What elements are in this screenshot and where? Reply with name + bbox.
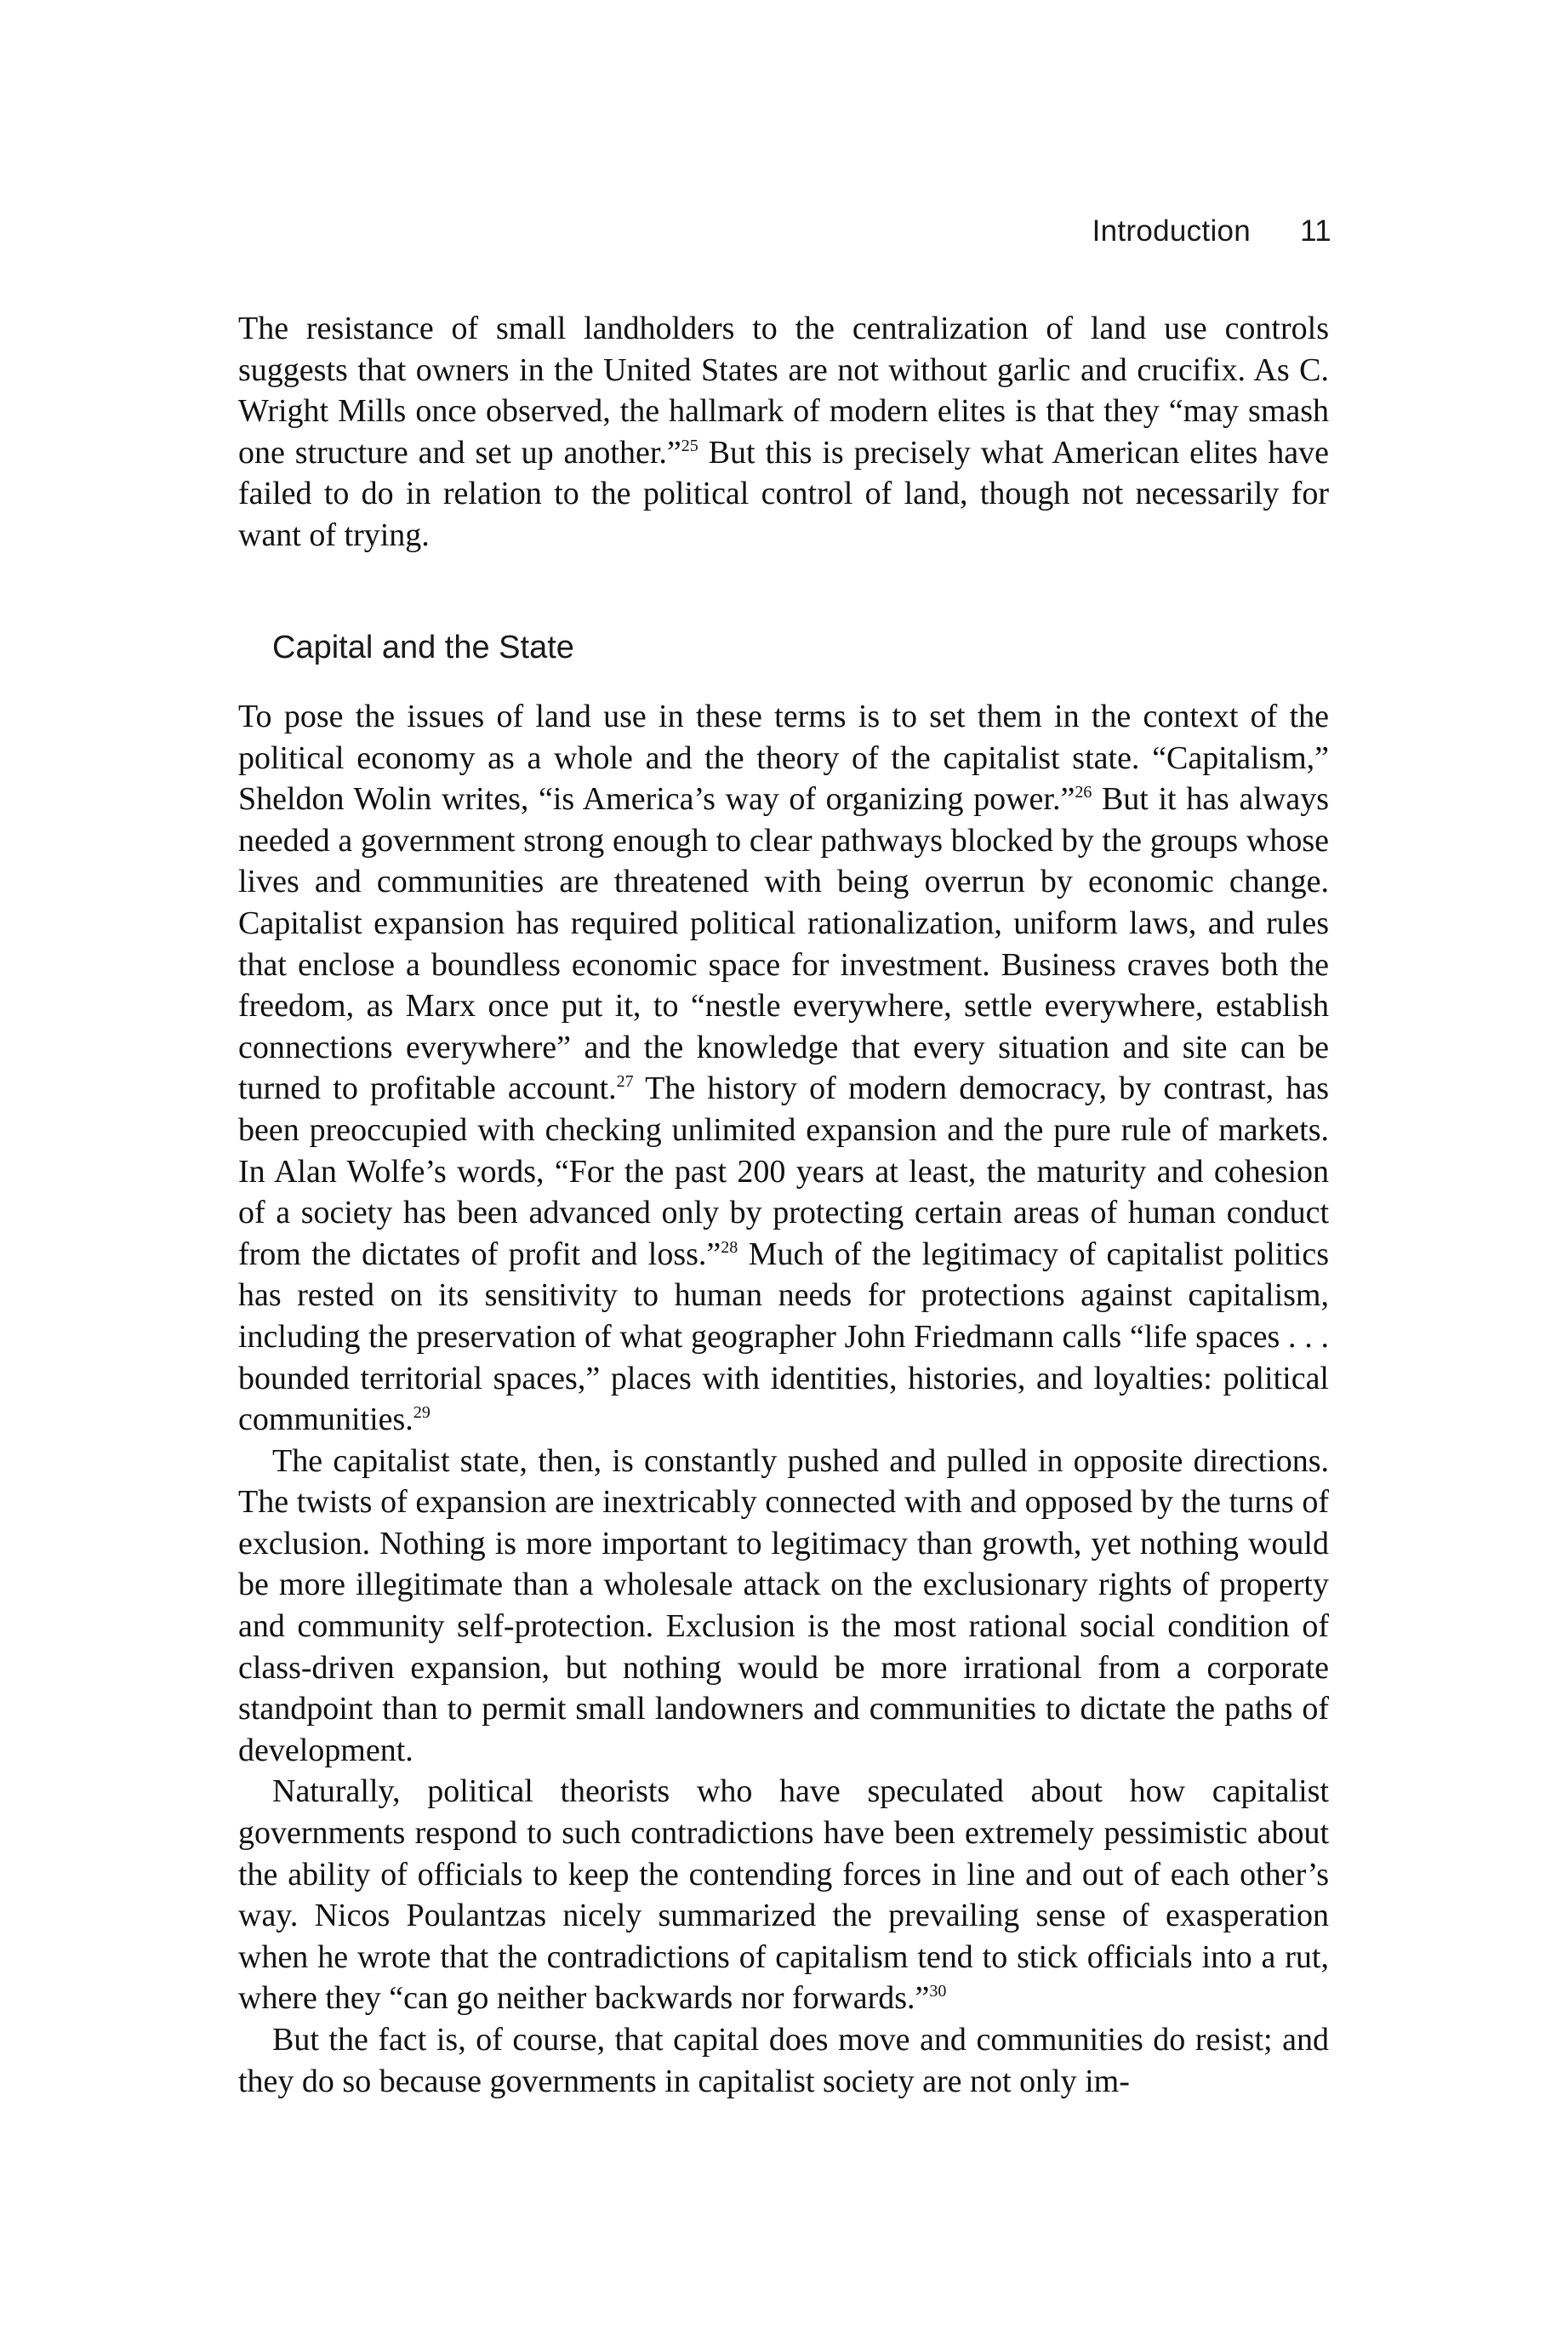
paragraph-2-text-d: Much of the legitimacy of capitalist politics has rested on its sensitivity to human needs for protections against capitalism, including the preservation of what geographer John Friedmann calls “life spaces . . . bounded territorial spaces,” places with identities, histories, and loyalties: political communities. — [238, 1236, 1330, 1438]
opening-text-block — [238, 308, 1329, 557]
paragraph-2-text-c: The history of modern democracy, by contrast, has been preoccupied with checking unlimited expansion and the pure rule of markets. In Alan Wolfe’s words, “For the past 200 years at least, the maturity and cohesion of a society has been advanced only by protecting certain areas of human conduct from the dictates of profit and loss.” — [238, 1070, 1329, 1272]
footnote-ref-28: 28 — [721, 1237, 738, 1257]
footnote-ref-30: 30 — [929, 1982, 947, 2001]
paragraph-1-text-b: But this is precisely what American elites have failed to do in relation to the political control of land, though not necessarily for want of trying. — [238, 434, 1329, 553]
paragraph-1 — [238, 308, 1329, 557]
running-head — [1092, 214, 1331, 248]
paragraph-4 — [238, 1771, 1329, 2019]
section-text-block — [238, 696, 1329, 2102]
running-head-title: Introduction — [1092, 214, 1252, 248]
footnote-ref-26: 26 — [1075, 783, 1092, 802]
section-heading: Capital and the State — [272, 630, 574, 665]
footnote-ref-25: 25 — [681, 436, 698, 455]
paragraph-2 — [238, 696, 1329, 1441]
paragraph-4-text-a: Naturally, political theorists who have speculated about how capitalist governments respond to such contradictions have been extremely pessimistic about the ability of officials to keep the contending forces in line and out of each other’s way. Nicos Poulantzas nicely summarized the prevailing sense of exasperation when he wrote that the contradictions of capitalism tend to stick officials into a rut, where they “can go neither backwards nor forwards.” — [238, 1773, 1329, 2017]
page-number: 11 — [1300, 214, 1331, 248]
paragraph-5: But the fact is, of course, that capital does move and communities do resist; and they do so because governments in capitalist society are not only im- — [238, 2022, 1329, 2099]
paragraph-1-text-a: The resistance of small landholders to the centralization of land use controls suggests that owners in the United States are not without garlic and crucifix. As C. Wright Mills once observed, the hallmark of modern elites is that they “may smash one structure and set up another.” — [238, 311, 1329, 471]
paragraph-3: The capitalist state, then, is constantly pushed and pulled in opposite directions. The twists of expansion are inextricably connected with and opposed by the turns of exclusion. Nothing is more important to legitimacy than growth, yet nothing would be more illegitimate than a wholesale attack on the exclusionary rights of property and community self-protection. Exclusion is the most rational social condition of class-driven expansion, but nothing would be more irrational from a corporate standpoint than to permit small landowners and communities to dictate the paths of development. — [238, 1442, 1329, 1768]
footnote-ref-27: 27 — [616, 1072, 634, 1092]
paragraph-2-text-b: But it has always needed a government strong enough to clear pathways blocked by the groups whose lives and communities are threatened with being overrun by economic change. Capitalist expansion has required political rationalization, uniform laws, and rules that enclose a boundless economic space for investment. Business craves both the freedom, as Marx once put it, to “nestle everywhere, settle everywhere, establish connections everywhere” and the knowledge that every situation and site can be turned to profitable account. — [238, 781, 1329, 1107]
footnote-ref-29: 29 — [413, 1403, 430, 1423]
paragraph-2-text-a: To pose the issues of land use in these terms is to set them in the context of the political economy as a whole and the theory of the capitalist state. “Capitalism,” Sheldon Wolin writes, “is America’s way of organizing power.” — [238, 699, 1329, 818]
